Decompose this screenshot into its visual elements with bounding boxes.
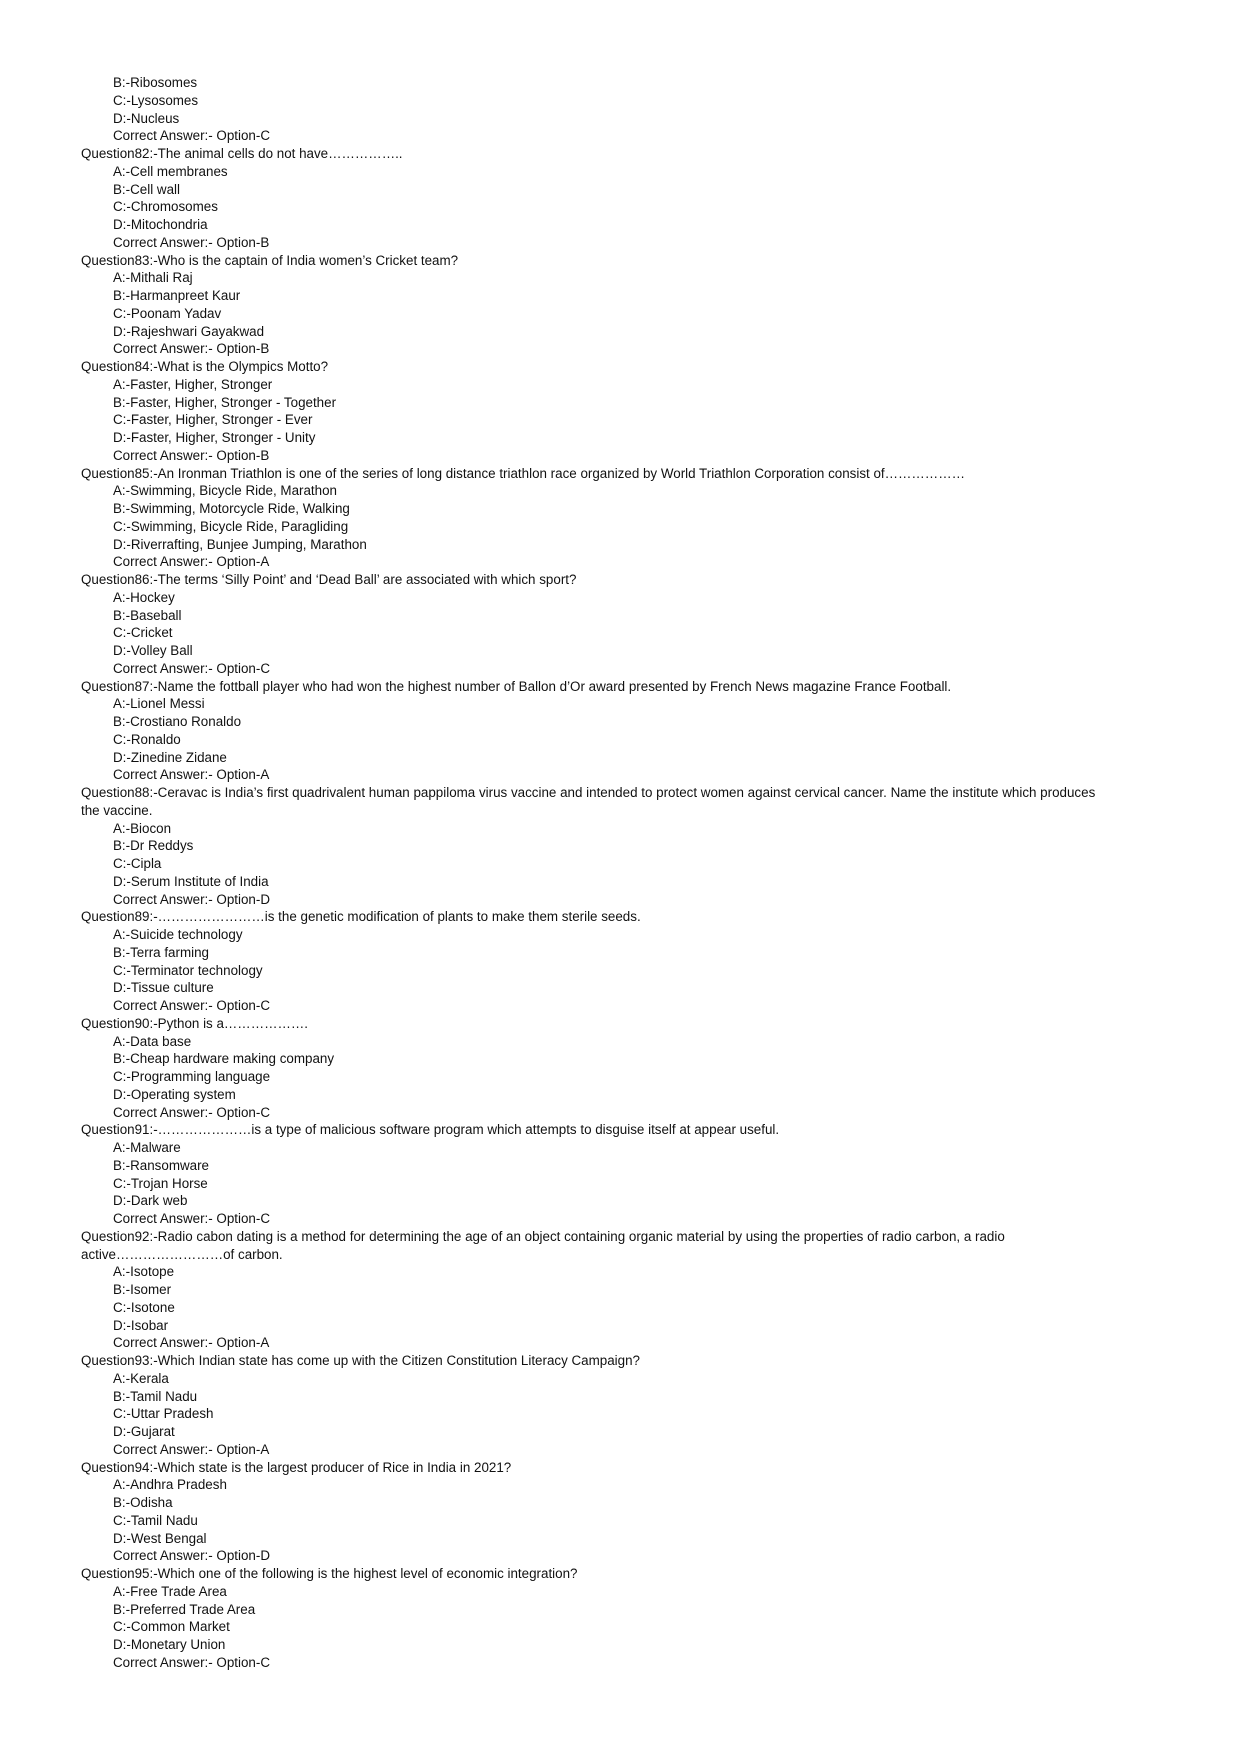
correct-answer: Correct Answer:- Option-A: [113, 767, 270, 783]
option-d: D:-Mitochondria: [113, 217, 208, 232]
correct-answer: Correct Answer:- Option-C: [113, 1654, 271, 1670]
option-a: A:-Kerala: [113, 1370, 169, 1386]
question-text: Question88:-Ceravac is India’s first quadrivalent human pappiloma virus vaccine and intended to protect women against cervical cancer. Name the institute which produces the vaccine.: [81, 785, 1096, 818]
option-c: C:-Cipla: [113, 856, 162, 871]
question-block: [0, 784, 1241, 908]
option-c: C:-Terminator technology: [113, 962, 263, 978]
question-block: [0, 908, 1241, 1015]
question-block: [0, 1015, 1241, 1122]
option-a: A:-Isotope: [113, 1264, 175, 1280]
option-b: B:-Cell wall: [113, 181, 180, 197]
option-b: B:-Terra farming: [113, 944, 209, 960]
option-b: B:-Harmanpreet Kaur: [113, 288, 241, 303]
option-d: D:-Nucleus: [113, 110, 180, 126]
question-text: Question83:-Who is the captain of India women’s Cricket team?: [81, 252, 459, 268]
option-d: D:-Riverrafting, Bunjee Jumping, Marathon: [113, 536, 367, 552]
option-a: A:-Swimming, Bicycle Ride, Marathon: [113, 483, 337, 499]
question-text: Question93:-Which Indian state has come up with the Citizen Constitution Literacy Campaign?: [81, 1353, 640, 1368]
option-a: A:-Cell membranes: [113, 163, 228, 179]
question-list: [0, 145, 1241, 1672]
correct-answer: Correct Answer:- Option-A: [113, 554, 270, 570]
option-c: C:-Lysosomes: [113, 92, 199, 108]
question-text: Question95:-Which one of the following is the highest level of economic integration?: [81, 1566, 578, 1581]
option-c: C:-Poonam Yadav: [113, 305, 222, 321]
option-d: D:-Tissue culture: [113, 980, 214, 996]
option-a: A:-Free Trade Area: [113, 1583, 227, 1599]
option-c: C:-Programming language: [113, 1069, 271, 1084]
option-b: B:-Swimming, Motorcycle Ride, Walking: [113, 501, 350, 516]
option-a: A:-Malware: [113, 1140, 181, 1155]
question-block: [0, 465, 1241, 572]
question-text: Question89:-……………………is the genetic modification of plants to make them sterile seeds.: [81, 909, 641, 925]
question-block: [0, 678, 1241, 785]
question-block: [0, 145, 1241, 252]
question-text: Question91:-…………………is a type of malicious software program which attempts to disguise itself at appear useful.: [81, 1122, 780, 1138]
correct-answer: Correct Answer:- Option-D: [113, 1548, 271, 1564]
option-c: C:-Faster, Higher, Stronger - Ever: [113, 412, 313, 428]
question-text: Question82:-The animal cells do not have……………..: [81, 146, 403, 161]
correct-answer: Correct Answer:- Option-C: [113, 128, 271, 144]
question-block: [0, 1352, 1241, 1459]
option-d: D:-Gujarat: [113, 1424, 175, 1439]
option-a: A:-Lionel Messi: [113, 696, 205, 712]
option-d: D:-Faster, Higher, Stronger - Unity: [113, 430, 316, 445]
option-b: B:-Odisha: [113, 1495, 173, 1510]
option-c: C:-Uttar Pradesh: [113, 1406, 214, 1422]
question-text: Question87:-Name the fottball player who had won the highest number of Ballon d’Or award presented by French News magazine France Football.: [81, 678, 952, 694]
correct-answer: Correct Answer:- Option-B: [113, 341, 270, 357]
option-c: C:-Ronaldo: [113, 731, 181, 747]
question-block: [0, 1121, 1241, 1228]
option-b: B:-Crostiano Ronaldo: [113, 714, 242, 729]
correct-answer: Correct Answer:- Option-C: [113, 1211, 271, 1226]
correct-answer: Correct Answer:- Option-C: [113, 660, 271, 676]
option-b: B:-Dr Reddys: [113, 838, 194, 854]
option-b: B:-Baseball: [113, 607, 182, 623]
option-a: A:-Faster, Higher, Stronger: [113, 376, 273, 392]
option-c: C:-Isotone: [113, 1299, 175, 1315]
question-block: [0, 1228, 1241, 1352]
question-text: Question94:-Which state is the largest producer of Rice in India in 2021?: [81, 1459, 512, 1475]
leading-block: [0, 74, 1241, 145]
question-text: Question85:-An Ironman Triathlon is one of the series of long distance triathlon race organized by World Triathlon Corporation consist of………………: [81, 465, 965, 481]
option-b: B:-Preferred Trade Area: [113, 1601, 256, 1617]
option-d: D:-Monetary Union: [113, 1637, 226, 1652]
option-c: C:-Cricket: [113, 625, 173, 641]
correct-answer: Correct Answer:- Option-A: [113, 1335, 270, 1351]
option-d: D:-Rajeshwari Gayakwad: [113, 323, 265, 339]
option-b: B:-Ribosomes: [113, 75, 198, 90]
question-block: [0, 571, 1241, 678]
option-d: D:-Dark web: [113, 1193, 188, 1209]
option-d: D:-Zinedine Zidane: [113, 749, 227, 765]
option-a: A:-Biocon: [113, 820, 172, 836]
question-block: [0, 1565, 1241, 1672]
question-text: Question86:-The terms ‘Silly Point’ and ‘Dead Ball’ are associated with which sport?: [81, 572, 577, 587]
question-text: Question90:-Python is a……………….: [81, 1015, 308, 1031]
option-a: A:-Mithali Raj: [113, 270, 193, 286]
option-a: A:-Hockey: [113, 589, 175, 605]
correct-answer: Correct Answer:- Option-A: [113, 1441, 270, 1457]
option-b: B:-Ransomware: [113, 1157, 209, 1173]
option-c: C:-Common Market: [113, 1619, 230, 1635]
option-d: D:-Serum Institute of India: [113, 873, 269, 889]
option-d: D:-Isobar: [113, 1317, 169, 1333]
option-c: C:-Tamil Nadu: [113, 1512, 198, 1528]
option-d: D:-Volley Ball: [113, 643, 193, 658]
option-d: D:-Operating system: [113, 1086, 236, 1102]
question-block: [0, 252, 1241, 359]
correct-answer: Correct Answer:- Option-C: [113, 1104, 271, 1120]
option-a: A:-Andhra Pradesh: [113, 1477, 227, 1493]
correct-answer: Correct Answer:- Option-B: [113, 447, 270, 463]
option-b: B:-Isomer: [113, 1282, 172, 1297]
question-text: Question84:-What is the Olympics Motto?: [81, 359, 329, 374]
question-block: [0, 1459, 1241, 1566]
option-b: B:-Tamil Nadu: [113, 1388, 198, 1404]
option-b: B:-Faster, Higher, Stronger - Together: [113, 394, 337, 410]
question-block: [0, 358, 1241, 465]
option-a: A:-Data base: [113, 1033, 192, 1049]
question-text: Question92:-Radio cabon dating is a method for determining the age of an object containing organic material by using the properties of radio carbon, a radio active……………………of carbon.: [81, 1228, 1005, 1262]
correct-answer: Correct Answer:- Option-D: [113, 891, 271, 907]
option-c: C:-Swimming, Bicycle Ride, Paragliding: [113, 518, 349, 534]
option-b: B:-Cheap hardware making company: [113, 1051, 335, 1067]
correct-answer: Correct Answer:- Option-C: [113, 998, 271, 1013]
option-d: D:-West Bengal: [113, 1530, 207, 1546]
option-a: A:-Suicide technology: [113, 927, 243, 942]
correct-answer: Correct Answer:- Option-B: [113, 234, 270, 250]
option-c: C:-Chromosomes: [113, 199, 218, 215]
option-c: C:-Trojan Horse: [113, 1175, 208, 1191]
